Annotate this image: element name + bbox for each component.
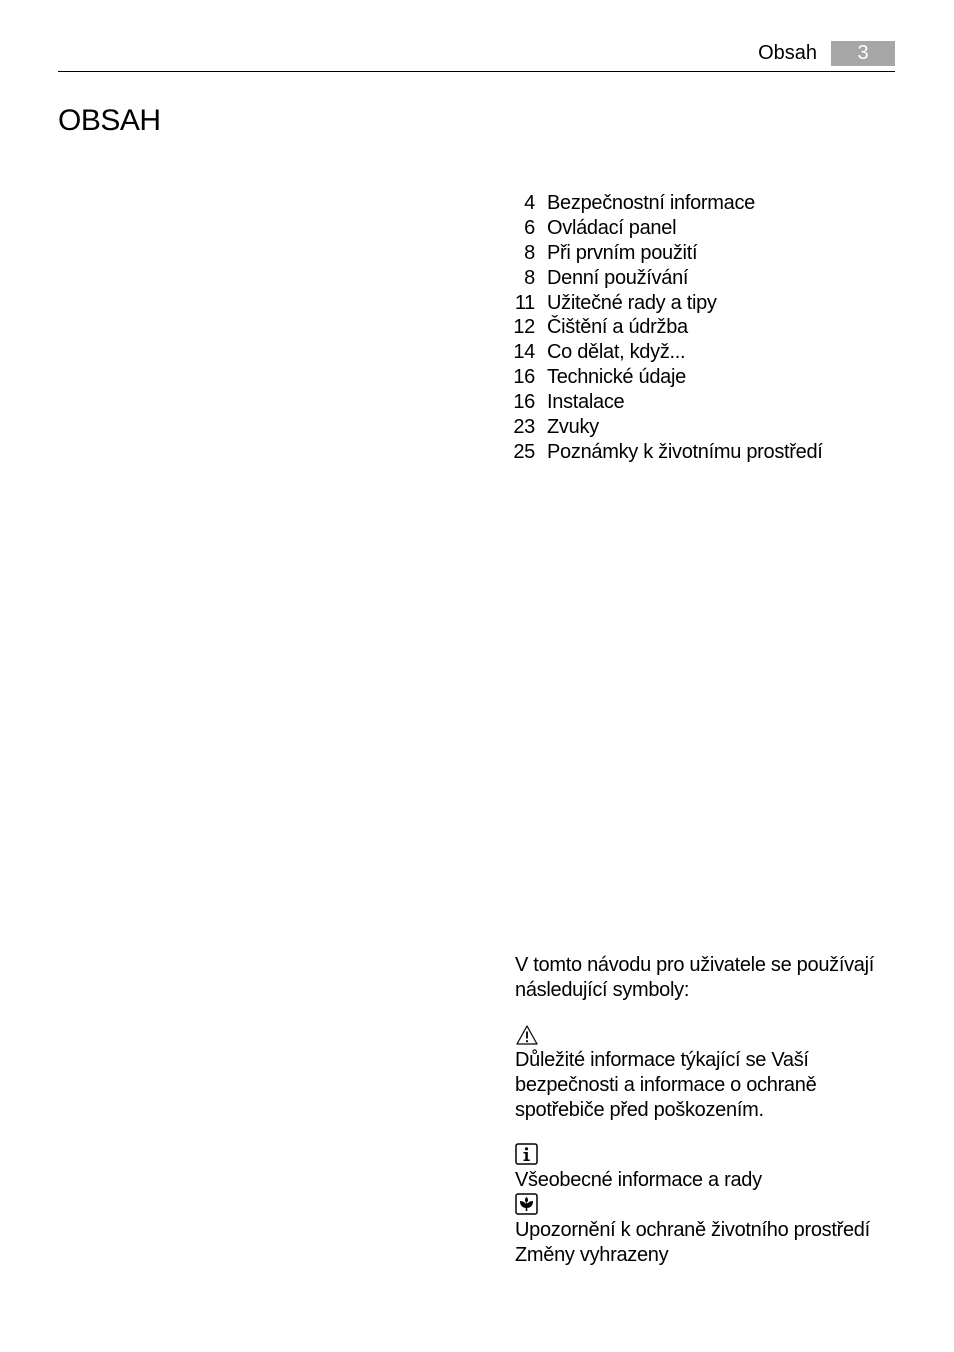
table-of-contents (500, 191, 920, 465)
toc-entry-title: Denní používání (547, 266, 689, 289)
warning-line: bezpečnosti a informace o ochraně (515, 1074, 817, 1096)
toc-page-number: 23 (513, 416, 535, 439)
legend-intro (515, 953, 895, 1003)
toc-entry-title: Instalace (547, 391, 625, 414)
info-icon (515, 1143, 539, 1165)
toc-entry[interactable] (500, 365, 920, 390)
toc-page-number: 16 (513, 391, 535, 414)
toc-entry-title: Čištění a údržba (547, 316, 688, 339)
header-divider (58, 71, 895, 72)
toc-entry-title: Technické údaje (547, 366, 686, 389)
toc-page-number: 12 (513, 316, 535, 339)
warning-triangle-icon (515, 1024, 539, 1046)
toc-entry[interactable] (500, 340, 920, 365)
toc-entry-title: Bezpečnostní informace (547, 192, 755, 214)
symbol-legend (515, 953, 895, 1268)
toc-entry[interactable] (500, 216, 920, 241)
environment-icon (515, 1193, 539, 1215)
toc-entry-title: Při prvním použití (547, 241, 698, 264)
toc-entry-title: Zvuky (547, 416, 599, 439)
toc-page-number: 6 (524, 216, 535, 239)
toc-page-number: 8 (524, 266, 535, 289)
legend-intro-line: následující symboly: (515, 979, 690, 1001)
warning-line: Důležité informace týkající se Vaší (515, 1049, 809, 1071)
toc-entry[interactable] (500, 191, 920, 216)
warning-description (515, 1048, 895, 1123)
toc-entry[interactable] (500, 390, 920, 415)
toc-entry[interactable] (500, 415, 920, 440)
warning-line: spotřebiče před poškozením. (515, 1099, 764, 1121)
toc-page-number: 4 (524, 192, 535, 214)
page-title: OBSAH (58, 104, 161, 137)
toc-page-number: 25 (513, 440, 535, 463)
toc-entry[interactable] (500, 315, 920, 340)
legend-intro-line: V tomto návodu pro uživatele se používají (515, 954, 875, 976)
page-number-badge: 3 (831, 41, 895, 66)
toc-page-number: 8 (524, 241, 535, 264)
toc-entry-title: Poznámky k životnímu prostředí (547, 440, 823, 463)
toc-entry-title: Co dělat, když... (547, 341, 686, 364)
toc-entry-title: Ovládací panel (547, 216, 677, 239)
toc-entry[interactable] (500, 291, 920, 316)
toc-entry[interactable] (500, 440, 920, 465)
toc-page-number: 16 (513, 366, 535, 389)
info-description: Všeobecné informace a rady (515, 1169, 762, 1191)
toc-page-number: 11 (514, 291, 535, 314)
changes-reserved-note: Změny vyhrazeny (515, 1244, 669, 1266)
toc-entry-title: Užitečné rady a tipy (547, 291, 717, 314)
toc-entry[interactable] (500, 241, 920, 266)
toc-entry[interactable] (500, 266, 920, 291)
toc-page-number: 14 (513, 341, 535, 364)
environment-description: Upozornění k ochraně životního prostředí (515, 1219, 870, 1241)
running-header-title: Obsah (758, 42, 817, 64)
